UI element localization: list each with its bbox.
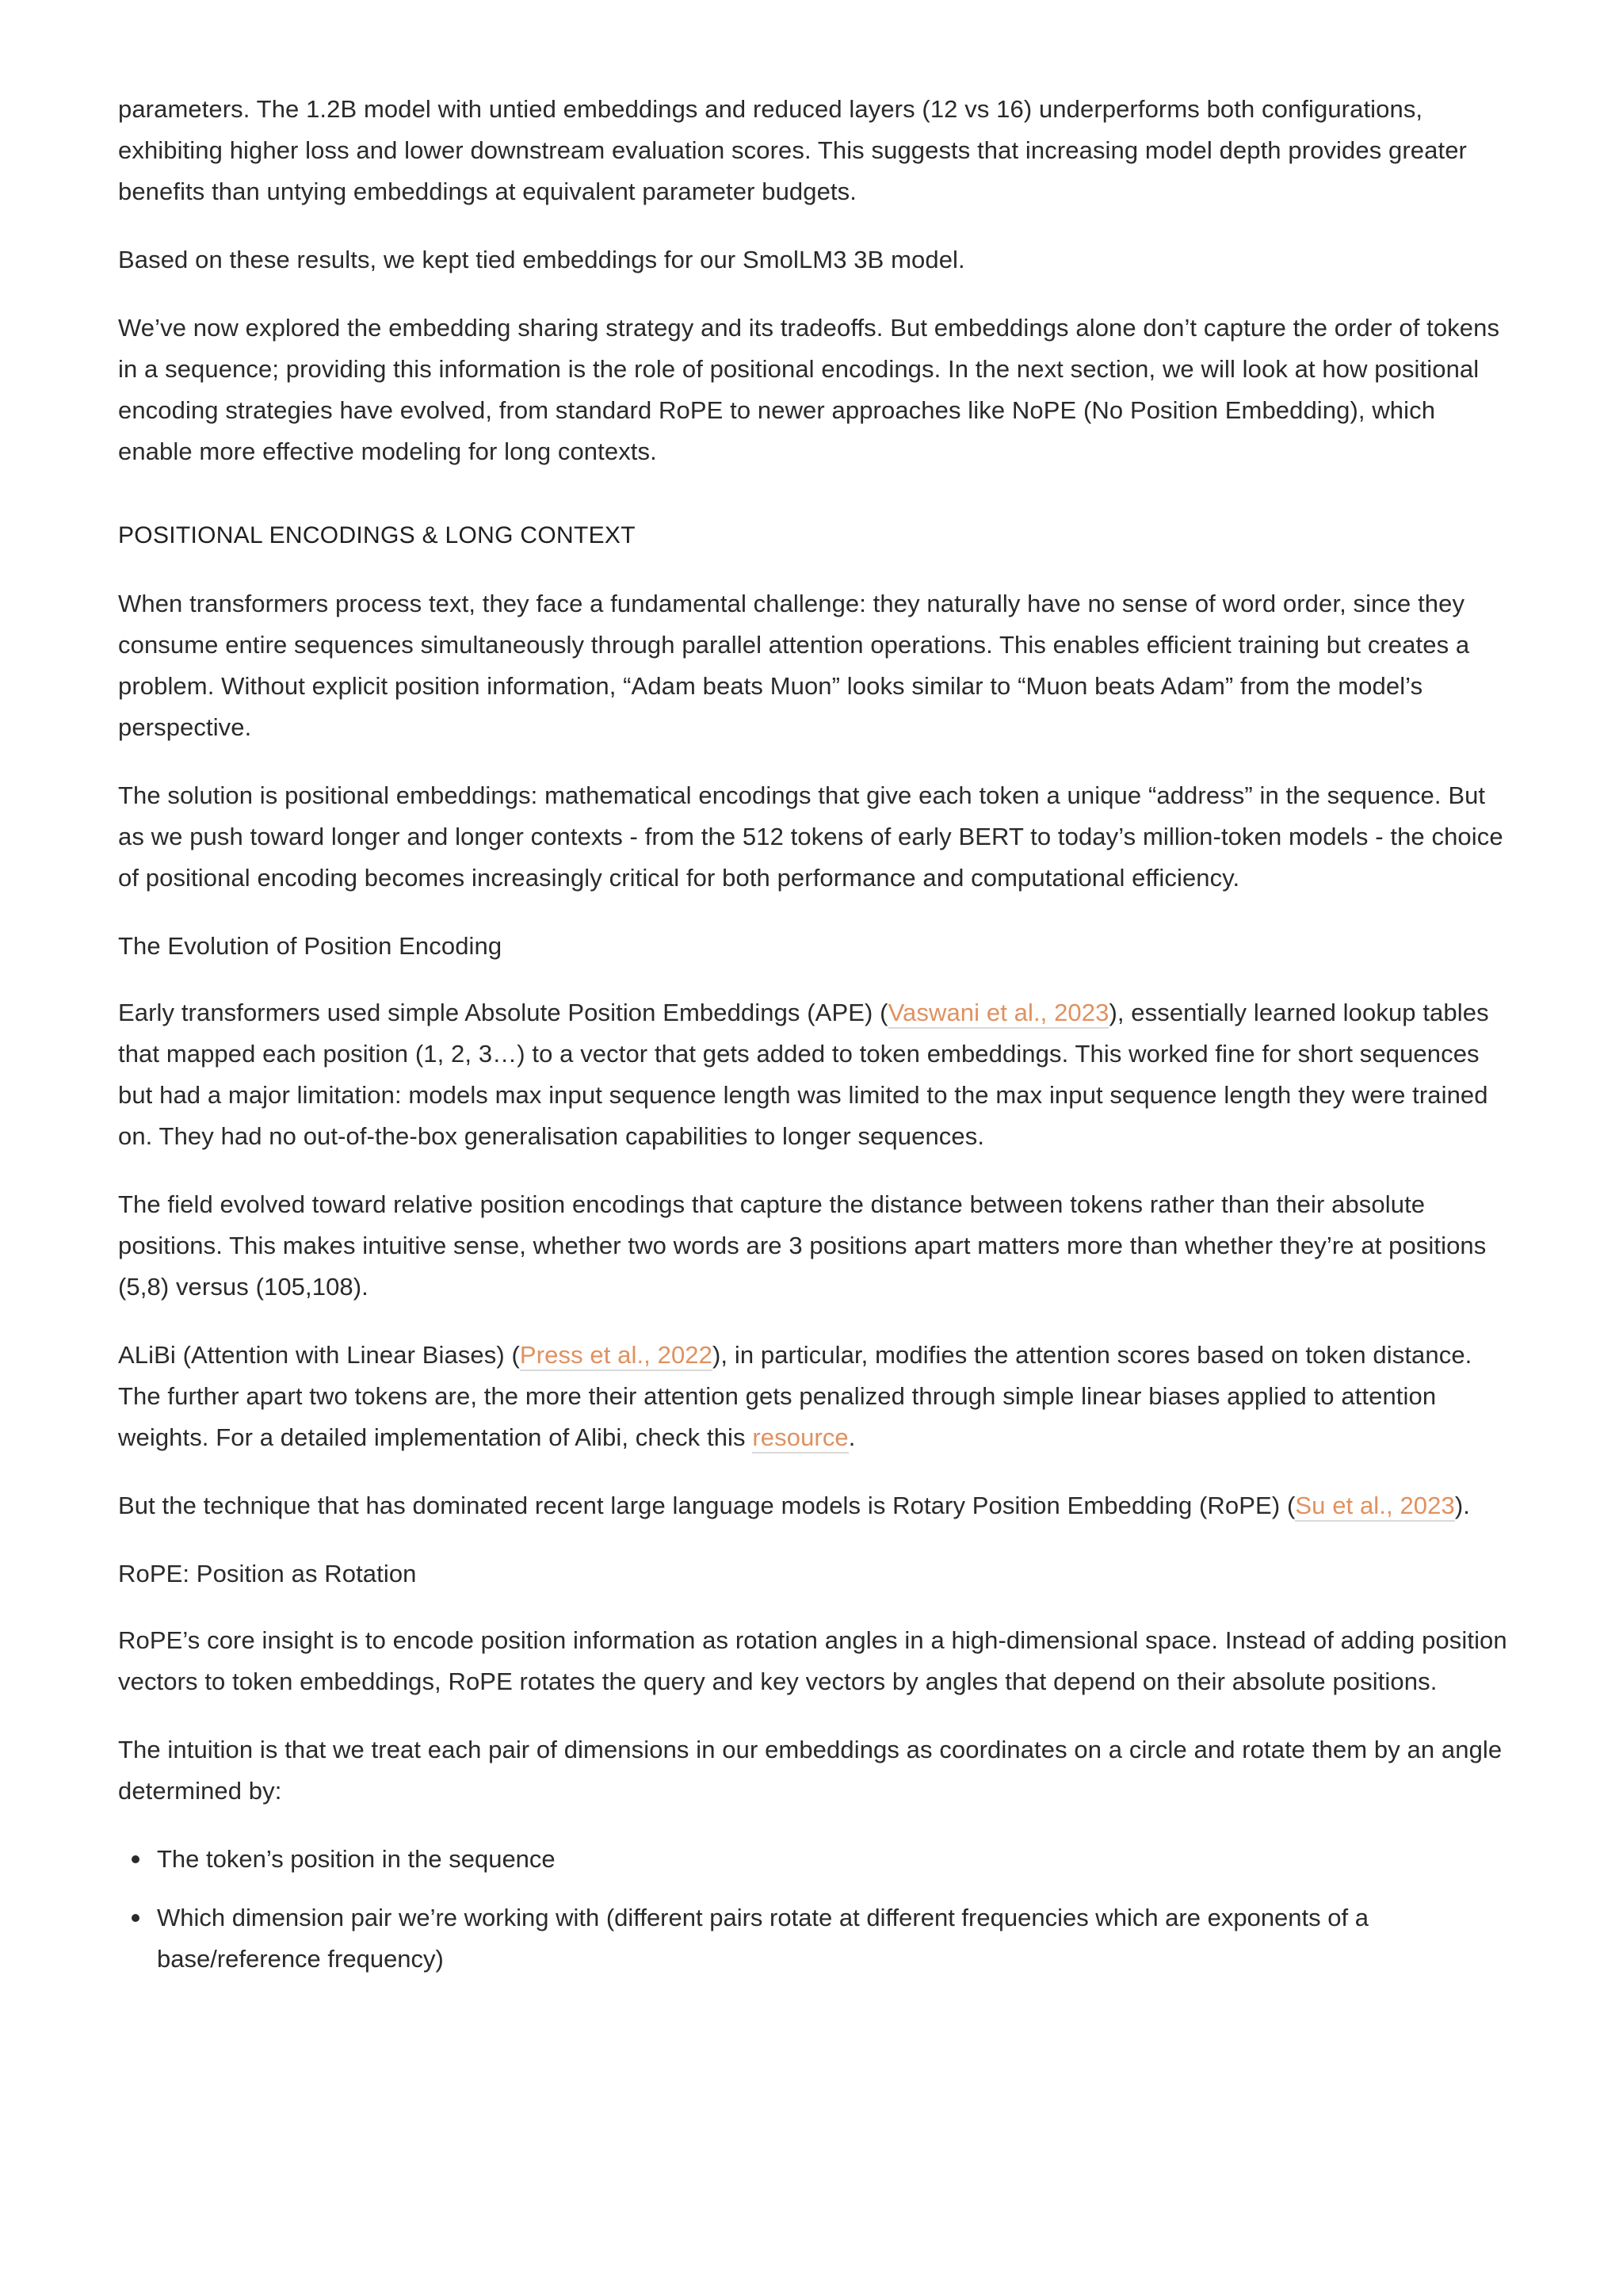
list-item bbox=[118, 1897, 1513, 1980]
citation-link-vaswani[interactable]: Vaswani et al., 2023 bbox=[888, 999, 1109, 1029]
subheading-evolution-of-position-encoding: The Evolution of Position Encoding bbox=[118, 932, 502, 960]
ape-text-after: ), essentially learned lookup tables that mapped each position (1, 2, 3…) to a vector that gets added to token embeddings. This worked fine for short sequences but had a major limitation: models max input sequence length was limited to the max input sequence length they were trained on. They had no out-of-the-box generalisation capabilities to longer sequences. bbox=[118, 999, 1489, 1150]
rope-angle-factors-list bbox=[118, 1839, 1513, 1980]
list-item-text: Which dimension pair we’re working with (different pairs rotate at different frequencies which are exponents of a base/reference frequency) bbox=[157, 1904, 1369, 1973]
paragraph-tied-embeddings-decision: Based on these results, we kept tied embeddings for our SmolLM3 3B model. bbox=[118, 246, 965, 273]
list-item-text: The token’s position in the sequence bbox=[157, 1845, 556, 1873]
paragraph-embedding-transition: We’ve now explored the embedding sharing strategy and its tradeoffs. But embeddings alone don’t capture the order of tokens in a sequence; providing this information is the role of positional encodings. In the next section, we will look at how positional encoding strategies have evolved, from standard RoPE to newer approaches like NoPE (No Position Embedding), which enable more effective modeling for long contexts. bbox=[118, 314, 1500, 465]
list-item bbox=[118, 1839, 1513, 1880]
paragraph-rope-intuition: The intuition is that we treat each pair of dimensions in our embeddings as coordinates on a circle and rotate them by an angle determined by: bbox=[118, 1736, 1503, 1805]
bullet-icon bbox=[132, 1855, 139, 1863]
alibi-text-after: . bbox=[848, 1423, 856, 1451]
paragraph-rope-intro bbox=[118, 1485, 1513, 1526]
bullet-icon bbox=[132, 1914, 139, 1922]
paragraph-ape bbox=[118, 992, 1513, 1157]
paragraph-positional-embeddings-solution: The solution is positional embeddings: mathematical encodings that give each token a unique “address” in the sequence. But as we push toward longer and longer contexts - from the 512 tokens of early BERT to today’s million-token models - the choice of positional encoding becomes increasingly critical for both performance and computational efficiency. bbox=[118, 781, 1503, 892]
subheading-rope-position-as-rotation: RoPE: Position as Rotation bbox=[118, 1560, 417, 1587]
rope-intro-text-before: But the technique that has dominated recent large language models is Rotary Position Embedding (RoPE) ( bbox=[118, 1492, 1296, 1519]
alibi-text-middle: ), in particular, modifies the attention scores based on token distance. The further apart two tokens are, the more their attention gets penalized through simple linear biases applied to attention weights. For a detailed implementation of Alibi, check this bbox=[118, 1341, 1472, 1451]
section-heading-positional-encodings: POSITIONAL ENCODINGS & LONG CONTEXT bbox=[118, 522, 636, 548]
resource-link[interactable]: resource bbox=[752, 1423, 848, 1454]
ape-text-before: Early transformers used simple Absolute Position Embeddings (APE) ( bbox=[118, 999, 888, 1026]
paragraph-relative-position: The field evolved toward relative position encodings that capture the distance between tokens rather than their absolute positions. This makes intuitive sense, whether two words are 3 positions apart matters more than whether they’re at positions (5,8) versus (105,108). bbox=[118, 1190, 1487, 1301]
paragraph-rope-core-insight: RoPE’s core insight is to encode position information as rotation angles in a high-dimensional space. Instead of adding position vectors to token embeddings, RoPE rotates the query and key vectors by angles that depend on their absolute positions. bbox=[118, 1626, 1507, 1695]
paragraph-word-order-challenge: When transformers process text, they face a fundamental challenge: they naturally have no sense of word order, since they consume entire sequences simultaneously through parallel attention operations. This enables efficient training but creates a problem. Without explicit position information, “Adam beats Muon” looks similar to “Muon beats Adam” from the model’s perspective. bbox=[118, 590, 1470, 741]
rope-intro-text-after: ). bbox=[1454, 1492, 1470, 1519]
article-body bbox=[118, 89, 1513, 1997]
alibi-text-before: ALiBi (Attention with Linear Biases) ( bbox=[118, 1341, 520, 1369]
citation-link-su[interactable]: Su et al., 2023 bbox=[1295, 1492, 1454, 1522]
citation-link-press[interactable]: Press et al., 2022 bbox=[520, 1341, 712, 1371]
paragraph-untied-embeddings: parameters. The 1.2B model with untied embeddings and reduced layers (12 vs 16) underperforms both configurations, exhibiting higher loss and lower downstream evaluation scores. This suggests that increasing model depth provides greater benefits than untying embeddings at equivalent parameter budgets. bbox=[118, 95, 1467, 205]
paragraph-alibi bbox=[118, 1335, 1513, 1458]
